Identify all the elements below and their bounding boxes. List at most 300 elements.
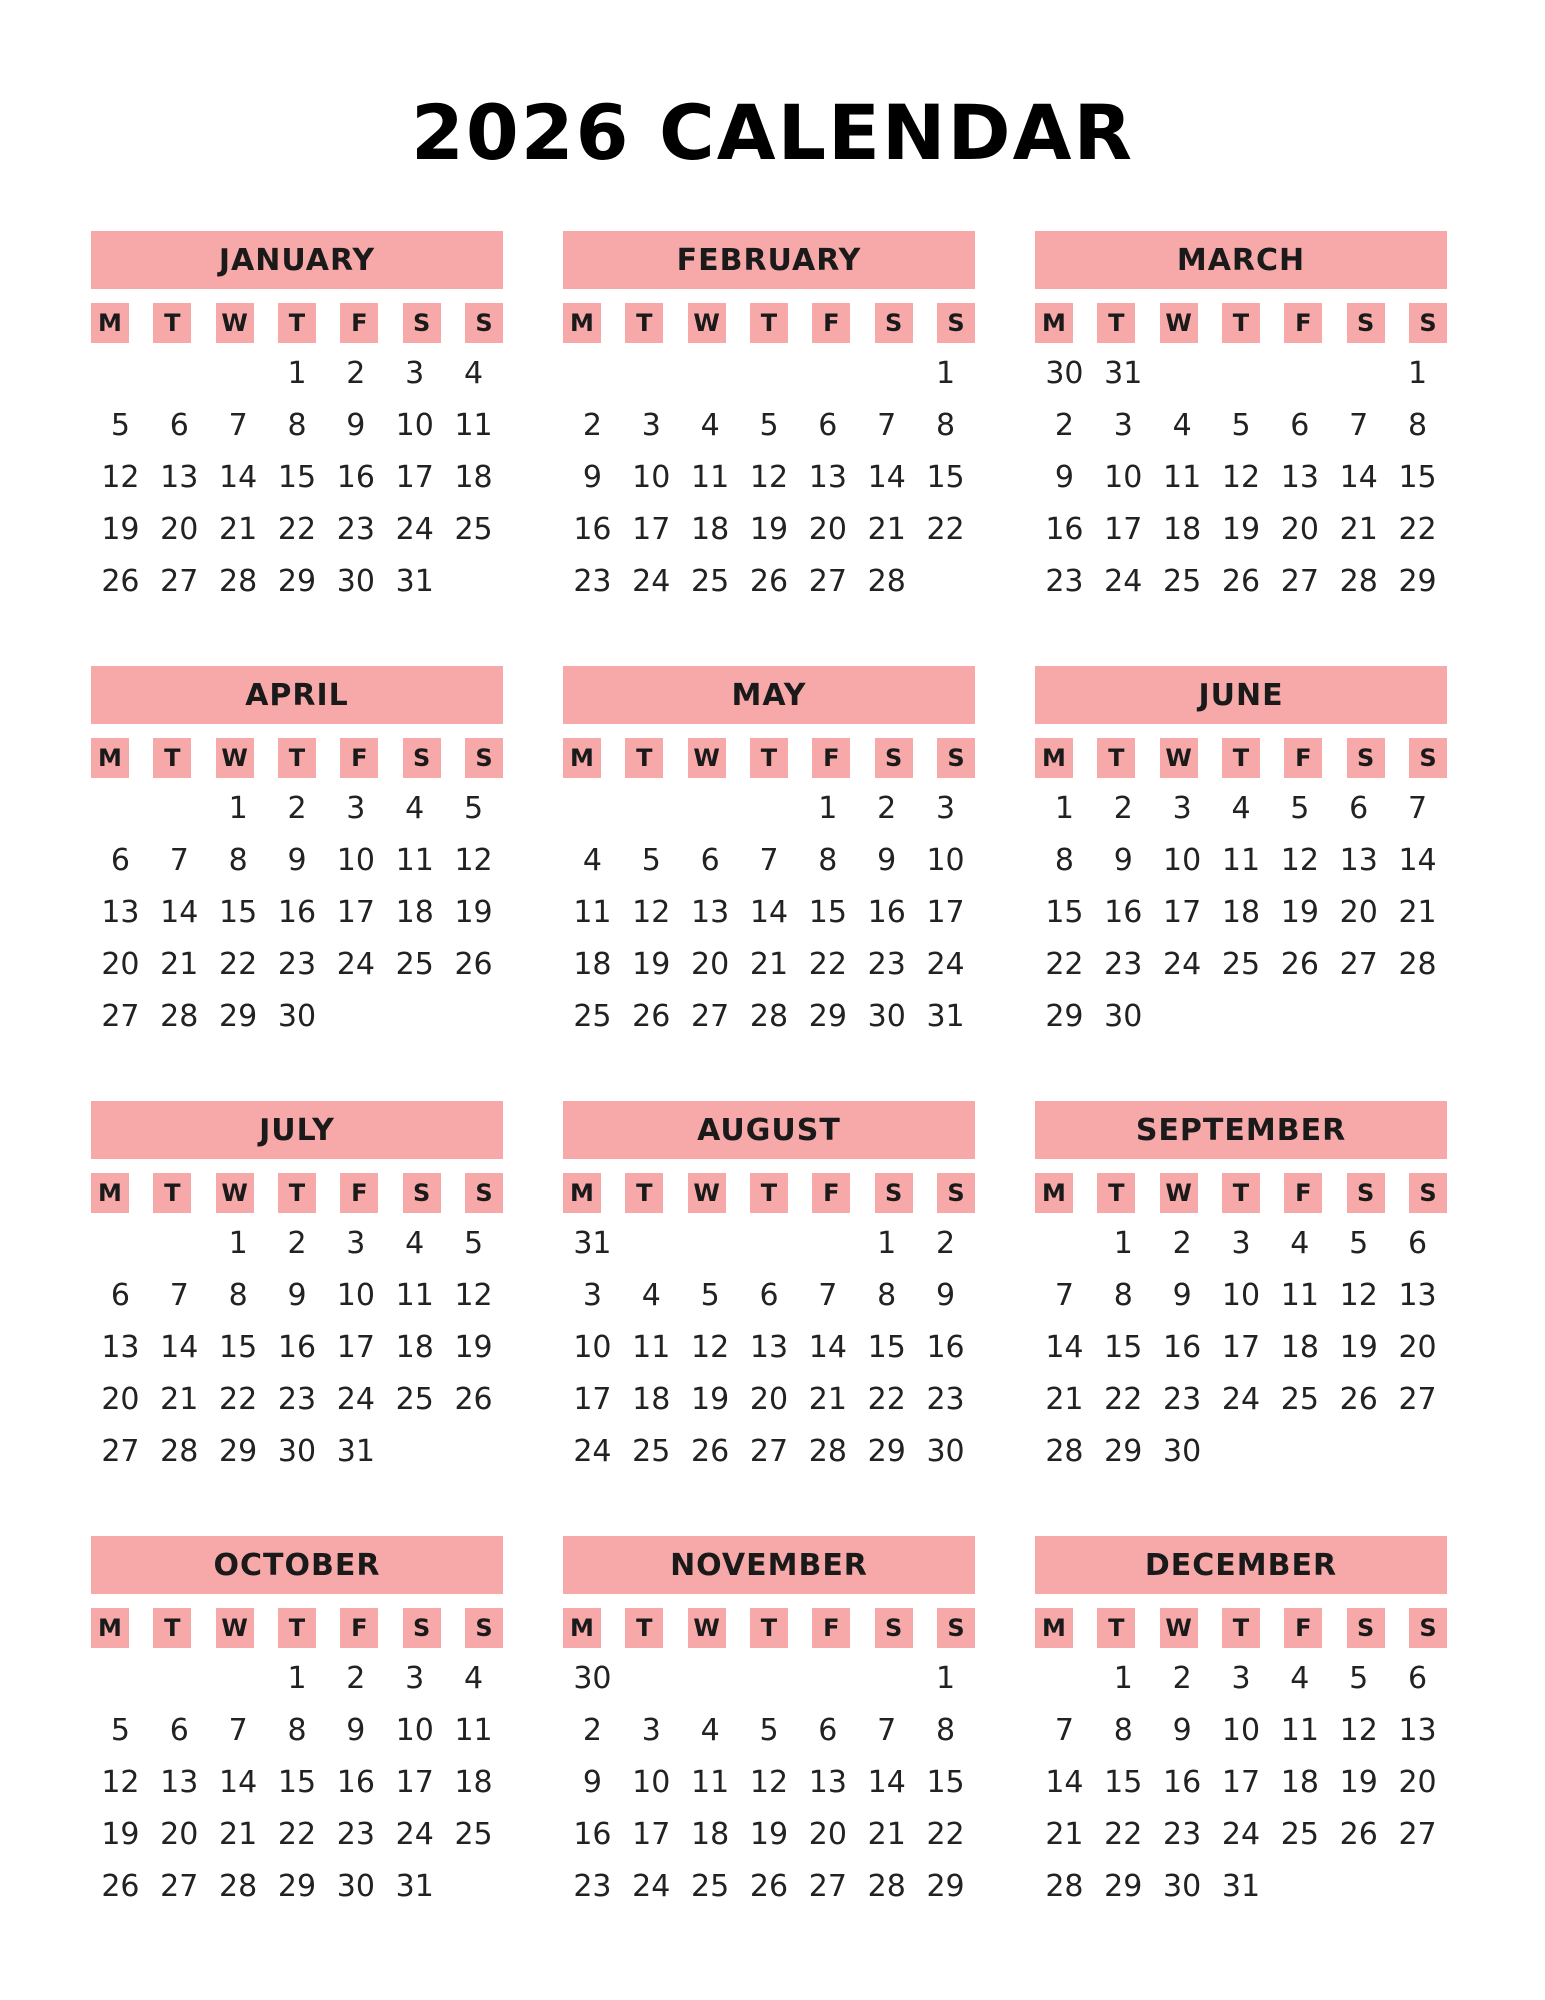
day-cell: 1: [936, 1660, 956, 1696]
day-cell: [681, 347, 740, 399]
day-cell: 26: [1280, 946, 1319, 982]
day-cell: 4: [464, 355, 484, 391]
day-cell: 5: [110, 1712, 130, 1748]
day-cell: 2: [287, 1225, 307, 1261]
day-cell: 3: [346, 1225, 366, 1261]
day-cell: 9: [346, 407, 366, 443]
day-cell: [209, 1652, 268, 1704]
weekday-label: F: [812, 303, 850, 343]
day-cell: 12: [454, 842, 493, 878]
day-cell: 19: [101, 511, 140, 547]
day-cell: 16: [336, 459, 375, 495]
day-cell: 14: [160, 894, 199, 930]
month-grid: [91, 231, 1447, 1904]
day-cell: 3: [405, 355, 425, 391]
day-cell: 28: [1045, 1868, 1084, 1904]
day-cell: 29: [1045, 998, 1084, 1034]
day-cell: 6: [1408, 1660, 1428, 1696]
day-cell: 24: [395, 1816, 434, 1852]
day-cell: 18: [573, 946, 612, 982]
day-cell: 2: [582, 1712, 602, 1748]
day-cell: 24: [1104, 563, 1143, 599]
weekday-label: W: [216, 303, 254, 343]
day-cell: 18: [691, 1816, 730, 1852]
day-cell: 10: [632, 1764, 671, 1800]
day-cell: 29: [808, 998, 847, 1034]
day-cell: [563, 347, 622, 399]
day-cell: 17: [1221, 1329, 1261, 1365]
day-cell: 11: [1280, 1712, 1319, 1748]
weekday-label: S: [875, 1608, 913, 1648]
day-cell: [1270, 1860, 1329, 1912]
day-cell: 5: [1231, 407, 1251, 443]
day-cell: 28: [160, 998, 199, 1034]
day-cell: 14: [1398, 842, 1437, 878]
day-cell: 9: [582, 1764, 602, 1800]
day-cell: 13: [1339, 842, 1378, 878]
day-cell: 3: [1231, 1660, 1251, 1696]
day-cell: 8: [936, 1712, 956, 1748]
day-cell: 20: [808, 511, 847, 547]
day-cell: [740, 782, 799, 834]
day-cell: 15: [867, 1329, 906, 1365]
weekday-label: S: [403, 1173, 441, 1213]
day-cell: 9: [1113, 842, 1133, 878]
day-cell: [740, 1652, 799, 1704]
day-cell: 12: [1221, 459, 1261, 495]
weekday-label: S: [1347, 738, 1385, 778]
day-cell: 20: [160, 1816, 199, 1852]
day-cell: 7: [1054, 1277, 1074, 1313]
day-cell: 13: [749, 1329, 789, 1365]
weekday-label: W: [216, 1173, 254, 1213]
day-cell: 4: [1231, 790, 1251, 826]
weekday-row: [563, 738, 975, 778]
page-title: 2026 CALENDAR: [411, 88, 1134, 177]
month-header: OCTOBER: [91, 1536, 503, 1594]
weekday-label: M: [1035, 303, 1073, 343]
day-cell: 27: [808, 1868, 847, 1904]
weekday-row: [563, 1173, 975, 1213]
day-cell: [150, 1217, 209, 1269]
day-cell: 19: [749, 1816, 789, 1852]
day-cell: 31: [1221, 1868, 1261, 1904]
day-cell: 24: [1163, 946, 1202, 982]
day-grid: [1035, 1217, 1447, 1477]
day-cell: 23: [867, 946, 906, 982]
day-cell: 16: [1045, 511, 1084, 547]
day-cell: 28: [219, 563, 258, 599]
day-cell: 21: [160, 1381, 199, 1417]
day-cell: 19: [454, 1329, 493, 1365]
weekday-label: W: [1160, 303, 1198, 343]
day-cell: 2: [582, 407, 602, 443]
day-cell: 9: [1172, 1712, 1192, 1748]
day-cell: 2: [1113, 790, 1133, 826]
weekday-label: T: [625, 1173, 663, 1213]
day-cell: 19: [454, 894, 493, 930]
day-cell: 21: [808, 1381, 847, 1417]
weekday-label: T: [1222, 303, 1260, 343]
weekday-label: M: [563, 1173, 601, 1213]
day-cell: 16: [1104, 894, 1143, 930]
day-cell: 24: [336, 946, 375, 982]
day-cell: 8: [877, 1277, 897, 1313]
day-cell: 4: [582, 842, 602, 878]
weekday-label: F: [1284, 303, 1322, 343]
day-cell: 9: [287, 842, 307, 878]
month-header: NOVEMBER: [563, 1536, 975, 1594]
day-cell: 12: [749, 1764, 789, 1800]
day-cell: 16: [277, 1329, 317, 1365]
day-cell: 18: [454, 1764, 493, 1800]
day-cell: 30: [926, 1433, 965, 1469]
weekday-label: F: [812, 1608, 850, 1648]
day-cell: 25: [1280, 1381, 1319, 1417]
weekday-row: [1035, 738, 1447, 778]
day-cell: 10: [926, 842, 965, 878]
day-cell: 23: [926, 1381, 965, 1417]
weekday-label: W: [688, 1608, 726, 1648]
day-cell: 20: [1398, 1329, 1437, 1365]
weekday-label: F: [1284, 1608, 1322, 1648]
day-cell: 6: [1349, 790, 1369, 826]
day-cell: 10: [1163, 842, 1202, 878]
day-cell: 25: [691, 563, 730, 599]
day-cell: 7: [1349, 407, 1369, 443]
day-cell: [622, 347, 681, 399]
day-cell: 18: [632, 1381, 671, 1417]
day-cell: 31: [926, 998, 965, 1034]
month-november: [563, 1536, 975, 1904]
day-cell: 21: [219, 1816, 258, 1852]
day-cell: 2: [346, 1660, 366, 1696]
day-cell: 26: [454, 1381, 493, 1417]
day-cell: 11: [1221, 842, 1261, 878]
day-cell: 16: [1163, 1764, 1202, 1800]
day-cell: 6: [818, 1712, 838, 1748]
day-cell: 4: [1172, 407, 1192, 443]
day-cell: 8: [287, 407, 307, 443]
weekday-row: [563, 303, 975, 343]
month-june: [1035, 666, 1447, 1034]
day-cell: 17: [336, 1329, 375, 1365]
day-cell: 12: [749, 459, 789, 495]
day-cell: 17: [632, 511, 671, 547]
day-cell: 26: [632, 998, 671, 1034]
day-cell: 22: [277, 511, 317, 547]
day-cell: 14: [808, 1329, 847, 1365]
day-cell: 3: [1231, 1225, 1251, 1261]
day-cell: 6: [169, 407, 189, 443]
weekday-label: S: [403, 738, 441, 778]
day-cell: 31: [573, 1225, 612, 1261]
day-cell: 30: [1045, 355, 1084, 391]
weekday-label: S: [1347, 1608, 1385, 1648]
day-cell: 5: [464, 1225, 484, 1261]
day-cell: [150, 782, 209, 834]
day-cell: 17: [926, 894, 965, 930]
weekday-row: [1035, 1173, 1447, 1213]
day-cell: 5: [641, 842, 661, 878]
day-cell: [563, 782, 622, 834]
weekday-label: T: [1097, 303, 1135, 343]
day-cell: 23: [1104, 946, 1143, 982]
day-cell: 5: [1349, 1660, 1369, 1696]
weekday-label: M: [91, 1608, 129, 1648]
weekday-label: W: [1160, 1608, 1198, 1648]
day-cell: 15: [926, 1764, 965, 1800]
day-cell: 25: [1221, 946, 1261, 982]
day-cell: [681, 1217, 740, 1269]
day-cell: 3: [936, 790, 956, 826]
day-cell: [1270, 347, 1329, 399]
weekday-label: M: [1035, 1173, 1073, 1213]
day-cell: 1: [1113, 1225, 1133, 1261]
day-cell: [444, 1425, 503, 1477]
weekday-label: M: [91, 738, 129, 778]
weekday-label: T: [750, 738, 788, 778]
day-cell: 1: [936, 355, 956, 391]
day-cell: 19: [632, 946, 671, 982]
day-cell: [622, 1652, 681, 1704]
day-grid: [1035, 782, 1447, 1042]
day-cell: 22: [926, 511, 965, 547]
month-july: [91, 1101, 503, 1469]
day-grid: [563, 347, 975, 607]
month-header: MARCH: [1035, 231, 1447, 289]
day-cell: 3: [641, 1712, 661, 1748]
day-cell: 23: [1163, 1381, 1202, 1417]
day-cell: 27: [101, 1433, 140, 1469]
day-cell: 29: [926, 1868, 965, 1904]
weekday-label: F: [812, 1173, 850, 1213]
day-cell: [1329, 347, 1388, 399]
day-cell: 18: [1163, 511, 1202, 547]
day-cell: 28: [808, 1433, 847, 1469]
weekday-label: S: [937, 738, 975, 778]
day-grid: [563, 1217, 975, 1477]
day-cell: 3: [1113, 407, 1133, 443]
day-cell: 2: [1172, 1225, 1192, 1261]
day-cell: 15: [926, 459, 965, 495]
day-cell: 2: [1054, 407, 1074, 443]
day-cell: 1: [877, 1225, 897, 1261]
day-cell: 19: [1221, 511, 1261, 547]
month-may: [563, 666, 975, 1034]
day-grid: [91, 347, 503, 607]
day-cell: 13: [101, 1329, 140, 1365]
day-cell: 25: [1280, 1816, 1319, 1852]
day-cell: [385, 990, 444, 1042]
weekday-label: T: [1097, 738, 1135, 778]
day-cell: 22: [1104, 1381, 1143, 1417]
day-cell: 12: [101, 459, 140, 495]
day-cell: 9: [1172, 1277, 1192, 1313]
day-cell: 6: [110, 1277, 130, 1313]
day-cell: 9: [877, 842, 897, 878]
day-cell: 10: [1221, 1277, 1261, 1313]
weekday-label: W: [688, 1173, 726, 1213]
day-cell: [916, 555, 975, 607]
day-cell: 16: [573, 1816, 612, 1852]
day-cell: 30: [1104, 998, 1143, 1034]
day-cell: 21: [1045, 1381, 1084, 1417]
day-cell: 16: [867, 894, 906, 930]
weekday-label: S: [937, 303, 975, 343]
day-cell: 8: [1408, 407, 1428, 443]
day-cell: [91, 782, 150, 834]
weekday-label: S: [465, 738, 503, 778]
day-cell: 19: [1339, 1764, 1378, 1800]
day-cell: 3: [405, 1660, 425, 1696]
weekday-label: T: [153, 1173, 191, 1213]
day-cell: 6: [169, 1712, 189, 1748]
month-header: JANUARY: [91, 231, 503, 289]
weekday-label: M: [91, 303, 129, 343]
day-cell: 29: [1398, 563, 1437, 599]
day-cell: 5: [464, 790, 484, 826]
month-header: JULY: [91, 1101, 503, 1159]
weekday-label: S: [1347, 1173, 1385, 1213]
day-cell: 21: [1339, 511, 1378, 547]
day-cell: 17: [1221, 1764, 1261, 1800]
day-cell: 12: [101, 1764, 140, 1800]
day-cell: 13: [101, 894, 140, 930]
day-cell: 20: [1280, 511, 1319, 547]
day-cell: 20: [101, 1381, 140, 1417]
month-january: [91, 231, 503, 599]
day-cell: 28: [1339, 563, 1378, 599]
day-cell: [444, 1860, 503, 1912]
month-header: JUNE: [1035, 666, 1447, 724]
day-cell: 10: [1104, 459, 1143, 495]
weekday-label: S: [875, 303, 913, 343]
weekday-label: S: [937, 1173, 975, 1213]
day-cell: 7: [228, 1712, 248, 1748]
weekday-label: T: [153, 1608, 191, 1648]
day-cell: 7: [877, 1712, 897, 1748]
day-cell: 27: [1339, 946, 1378, 982]
day-cell: 7: [1054, 1712, 1074, 1748]
day-cell: 18: [1221, 894, 1261, 930]
day-cell: 10: [336, 842, 375, 878]
day-cell: 26: [749, 563, 789, 599]
day-cell: 18: [1280, 1764, 1319, 1800]
day-cell: 23: [573, 563, 612, 599]
day-cell: 8: [228, 842, 248, 878]
day-cell: 6: [700, 842, 720, 878]
day-cell: 5: [1290, 790, 1310, 826]
day-cell: [1270, 990, 1329, 1042]
month-october: [91, 1536, 503, 1904]
day-cell: 9: [1054, 459, 1074, 495]
day-cell: 27: [691, 998, 730, 1034]
day-cell: 20: [691, 946, 730, 982]
day-cell: 30: [277, 998, 317, 1034]
day-cell: 30: [277, 1433, 317, 1469]
day-cell: 30: [573, 1660, 612, 1696]
weekday-label: W: [216, 738, 254, 778]
day-cell: 21: [867, 511, 906, 547]
day-cell: 27: [160, 563, 199, 599]
day-cell: 28: [219, 1868, 258, 1904]
day-cell: 17: [395, 459, 434, 495]
day-cell: 15: [1398, 459, 1437, 495]
weekday-label: T: [625, 303, 663, 343]
day-cell: 20: [1398, 1764, 1437, 1800]
day-cell: [91, 347, 150, 399]
day-cell: 21: [1045, 1816, 1084, 1852]
month-december: [1035, 1536, 1447, 1904]
day-grid: [91, 1217, 503, 1477]
day-cell: 15: [1104, 1329, 1143, 1365]
day-cell: 4: [1290, 1660, 1310, 1696]
day-cell: 26: [454, 946, 493, 982]
day-cell: 25: [1163, 563, 1202, 599]
day-cell: 27: [160, 1868, 199, 1904]
day-cell: 21: [219, 511, 258, 547]
day-cell: 18: [1280, 1329, 1319, 1365]
day-cell: 27: [749, 1433, 789, 1469]
day-cell: 28: [1045, 1433, 1084, 1469]
day-cell: [91, 1217, 150, 1269]
day-cell: 11: [1280, 1277, 1319, 1313]
day-cell: 13: [160, 459, 199, 495]
month-february: [563, 231, 975, 599]
day-cell: 24: [1221, 1816, 1261, 1852]
day-cell: 22: [808, 946, 847, 982]
day-cell: 10: [632, 459, 671, 495]
weekday-label: F: [340, 1608, 378, 1648]
day-cell: 8: [818, 842, 838, 878]
day-cell: 24: [336, 1381, 375, 1417]
day-cell: 27: [1280, 563, 1319, 599]
day-cell: 23: [336, 1816, 375, 1852]
weekday-label: M: [1035, 1608, 1073, 1648]
weekday-label: T: [1097, 1608, 1135, 1648]
day-cell: 3: [582, 1277, 602, 1313]
day-cell: 4: [405, 790, 425, 826]
day-cell: 16: [573, 511, 612, 547]
day-cell: 2: [1172, 1660, 1192, 1696]
day-cell: 5: [110, 407, 130, 443]
day-cell: 14: [1339, 459, 1378, 495]
weekday-label: T: [625, 1608, 663, 1648]
day-cell: [1212, 990, 1271, 1042]
day-cell: 15: [808, 894, 847, 930]
day-cell: 16: [1163, 1329, 1202, 1365]
day-cell: 15: [1045, 894, 1084, 930]
day-cell: 8: [228, 1277, 248, 1313]
day-cell: [444, 990, 503, 1042]
weekday-row: [91, 303, 503, 343]
weekday-label: S: [403, 303, 441, 343]
day-cell: [1035, 1217, 1094, 1269]
weekday-label: W: [1160, 738, 1198, 778]
day-cell: 31: [336, 1433, 375, 1469]
day-cell: [1388, 1860, 1447, 1912]
day-cell: 5: [759, 1712, 779, 1748]
day-cell: 11: [395, 1277, 434, 1313]
day-cell: 13: [160, 1764, 199, 1800]
day-cell: 2: [346, 355, 366, 391]
weekday-label: W: [216, 1608, 254, 1648]
day-cell: 4: [405, 1225, 425, 1261]
day-cell: 6: [1290, 407, 1310, 443]
weekday-label: F: [1284, 1173, 1322, 1213]
day-cell: 13: [1280, 459, 1319, 495]
